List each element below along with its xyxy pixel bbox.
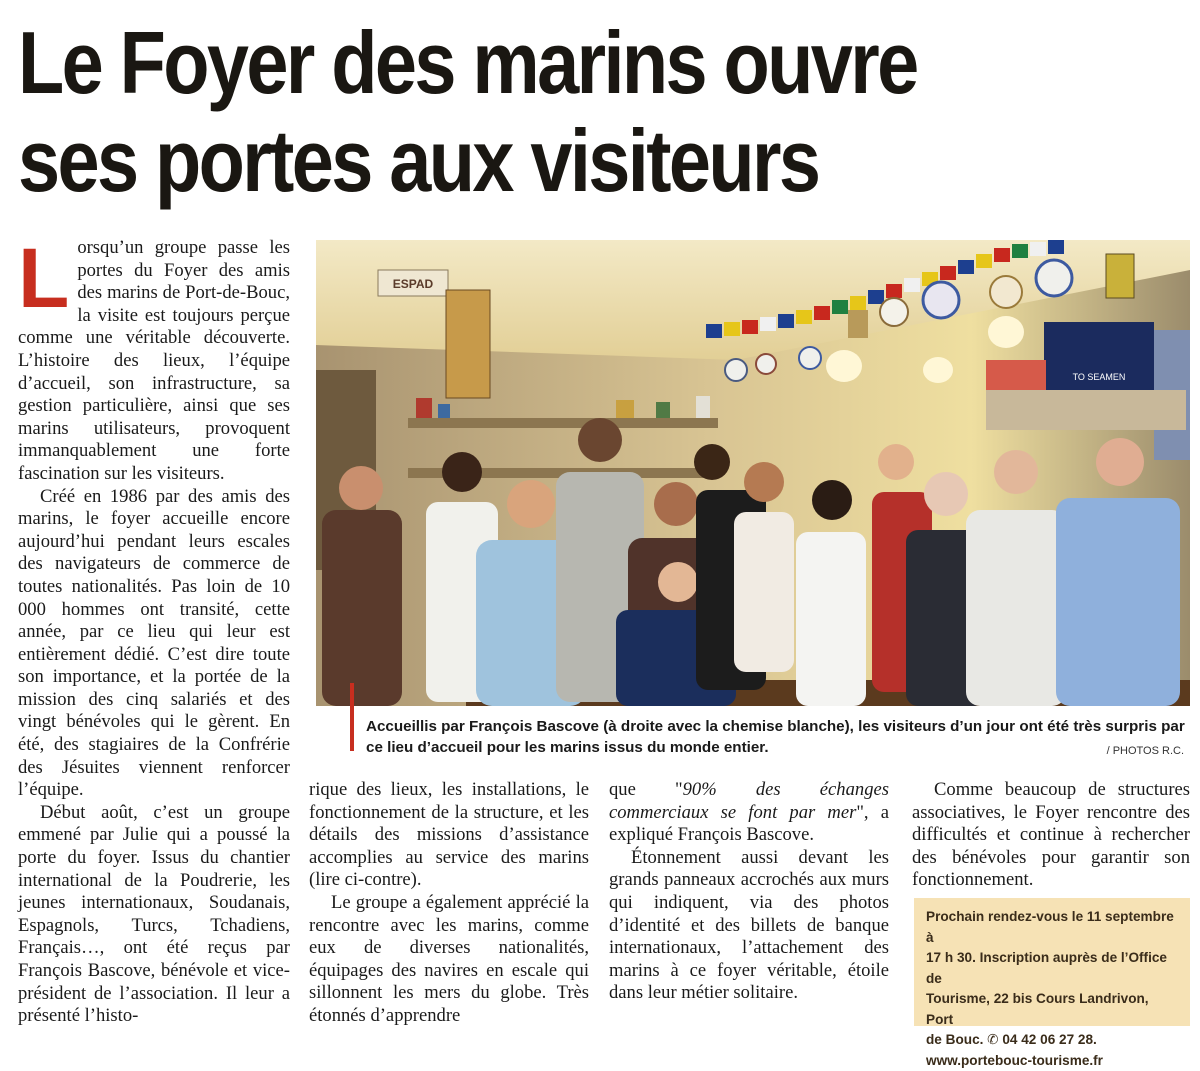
headline xyxy=(18,14,1033,210)
quote-text: 90% des échanges commerciaux se font par mer xyxy=(609,779,889,823)
article-column-3 xyxy=(609,779,889,1005)
paragraph: rique des lieux, les installations, le fonctionnement de la structure, et les détails des missions d’assistance accomplies au service des marins (lire ci-contre). xyxy=(309,779,589,892)
info-line: 17 h 30. Inscription auprès de l’Office de xyxy=(926,948,1178,989)
quote-close: ", a expliqué François Bascove. xyxy=(609,802,889,846)
caption-accent-bar xyxy=(350,683,354,751)
website-link[interactable]: www.portebouc-tourisme.fr xyxy=(926,1051,1178,1071)
paragraph: Le groupe a également apprécié la rencontre avec les marins, comme eux de diverses nationalités, équipages des navires en escale qui sillonnent les mers du globe. Très étonnés d’apprendre xyxy=(309,892,589,1028)
group-photo xyxy=(316,240,1190,706)
info-line: Tourisme, 22 bis Cours Landrivon, Port xyxy=(926,989,1178,1030)
headline-line-1: Le Foyer des marins ouvre xyxy=(18,14,1033,112)
article-column-1 xyxy=(18,237,290,1028)
paragraph xyxy=(18,237,290,486)
paragraph-text: orsqu’un groupe passe les portes du Foyer des amis des marins de Port-de-Bouc, la visite est toujours perçue comme une véritable découverte. L’histoire des lieux, l’équipe d’accueil, son infrastructure, sa gestion particulière, ainsi que ses marins utilisateurs, provoquent immanquablement une forte fascination sur les visiteurs. xyxy=(18,237,290,484)
info-line: Prochain rendez-vous le 11 septembre à xyxy=(926,907,1178,948)
paragraph: Étonnement aussi devant les grands panneaux accrochés aux murs qui indiquent, via des photos d’identité et des billets de banque internationaux, l’attachement des marins à ce foyer véritable, étoile dans leur métier solitaire. xyxy=(609,847,889,1005)
info-line: de Bouc. ✆ 04 42 06 27 28. xyxy=(926,1030,1178,1051)
article-column-2 xyxy=(309,779,589,1028)
info-box xyxy=(914,898,1190,1026)
poster-text: TO SEAMEN xyxy=(1073,372,1126,382)
photo-credit: / PHOTOS R.C. xyxy=(1107,745,1184,757)
paragraph: Début août, c’est un groupe emmené par Julie qui a poussé la porte du foyer. Issus du chantier international de la Poudrerie, les jeunes internationaux, Soudanais, Espagnols, Turcs, Tchadiens, Français…, ont été reçus par François Bascove, bénévole et vice-président de l’association. Il leur a présenté l’histo- xyxy=(18,802,290,1028)
article-column-4 xyxy=(912,779,1190,892)
sign-text: ESPAD xyxy=(393,277,434,291)
drop-cap: L xyxy=(18,241,69,311)
paragraph: Créé en 1986 par des amis des marins, le foyer accueille encore aujourd’hui pendant leurs escales des navigateurs de commerce de toutes nationalités. Pas loin de 10 000 hommes ont transité, cette année, par ce lieu qui leur est entièrement dédié. C’est dire toute son importance, et la portée de la mission des cinq salariés et des vingt bénévoles qui le gèrent. En été, des stagiaires de la Confrérie des Jésuites viennent renforcer l’équipe. xyxy=(18,486,290,802)
paragraph: Comme beaucoup de structures associatives, le Foyer rencontre des difficultés et continue à rechercher des bénévoles pour garantir son fonctionnement. xyxy=(912,779,1190,892)
quote-open: que " xyxy=(609,779,683,800)
photo-caption: Accueillis par François Bascove (à droite avec la chemise blanche), les visiteurs d’un jour ont été très surpris par ce lieu d’accueil pour les marins issus du monde entier. xyxy=(366,716,1188,758)
paragraph xyxy=(609,779,889,847)
headline-line-2: ses portes aux visiteurs xyxy=(18,112,1033,210)
